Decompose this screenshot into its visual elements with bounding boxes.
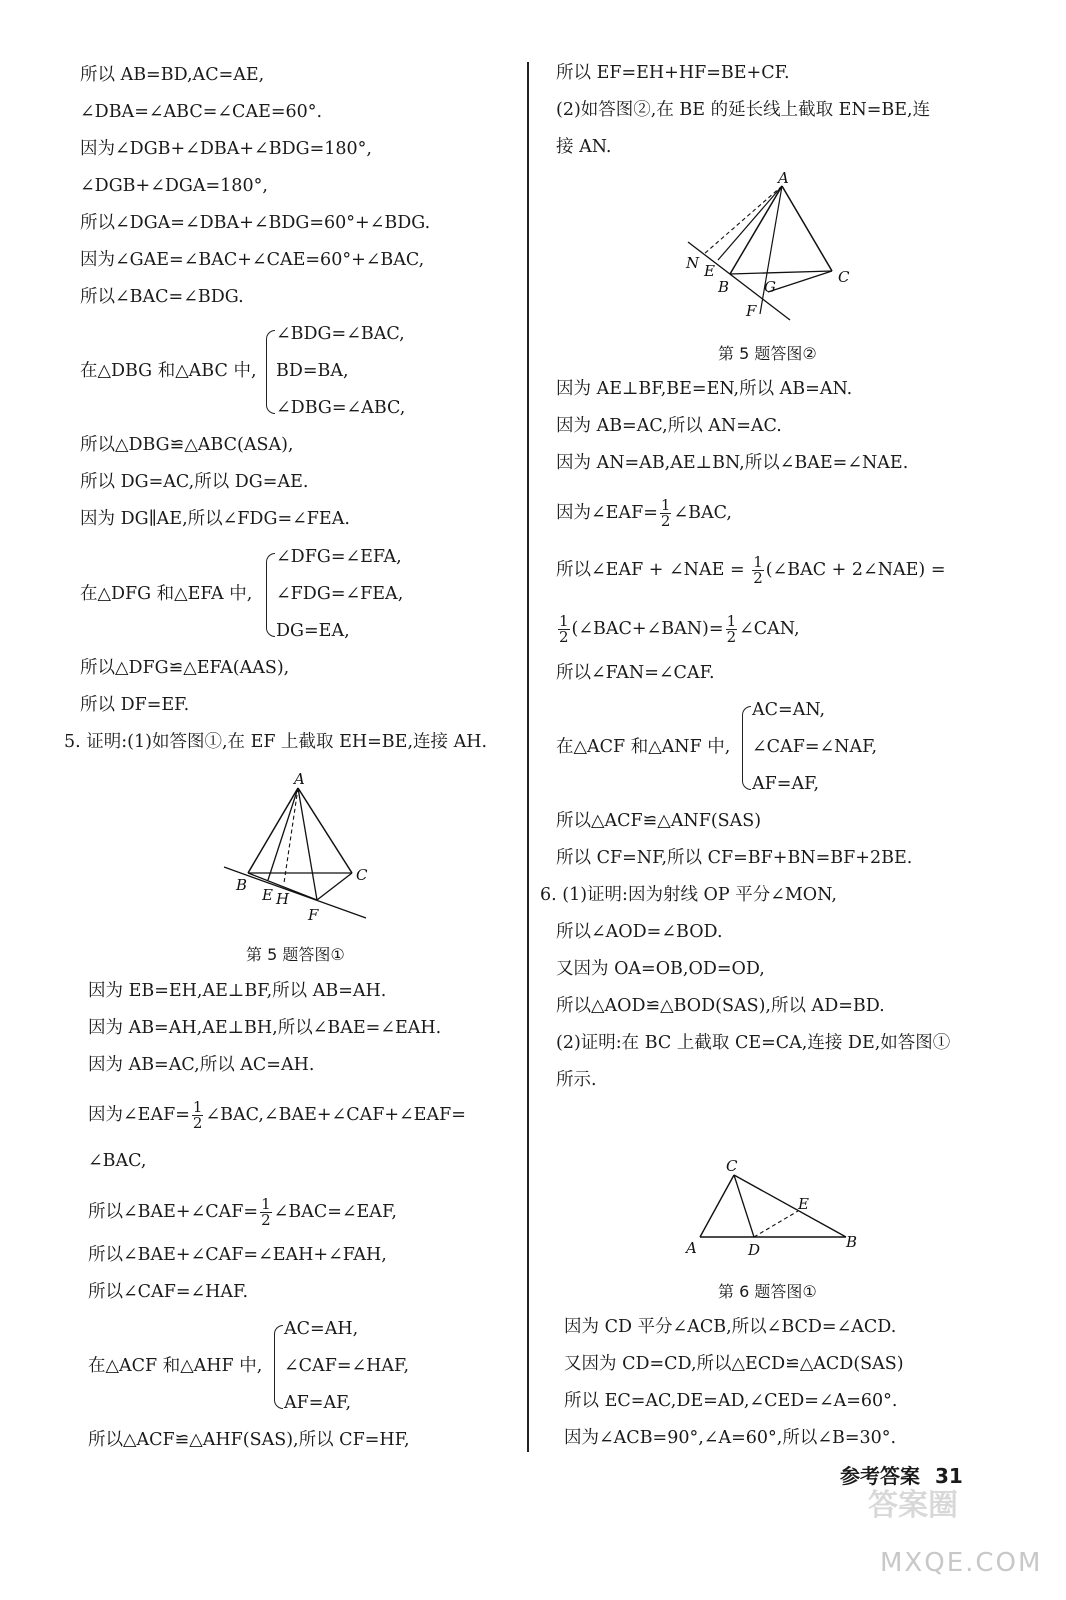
text-line: 所以 AB=BD,AC=AE, — [80, 65, 265, 85]
text-line: 接 AN. — [556, 137, 612, 157]
footer-label: 参考答案 — [840, 1464, 920, 1488]
text-line: 所以△DFG≌△EFA(AAS), — [80, 658, 290, 678]
system-prefix: 在△ACF 和△AHF 中, — [88, 1356, 263, 1376]
point-label: A — [294, 770, 305, 788]
text-line: 所以∠DGA=∠DBA+∠BDG=60°+∠BDG. — [80, 213, 431, 233]
system-item: ∠CAF=∠HAF, — [284, 1356, 410, 1376]
point-label: B — [236, 876, 248, 894]
text-line: 所以∠CAF=∠HAF. — [88, 1282, 249, 1302]
system-item: AC=AH, — [284, 1319, 359, 1339]
text-line: ∠BAC, — [88, 1151, 147, 1171]
point-label: N — [686, 254, 700, 272]
text-line: 因为 AE⊥BF,BE=EN,所以 AB=AN. — [556, 379, 853, 399]
system-item: BD=BA, — [276, 361, 349, 381]
text-line: 因为 AB=AH,AE⊥BH,所以∠BAE=∠EAH. — [88, 1018, 442, 1038]
point-label: F — [308, 906, 319, 924]
figure-6-1 — [680, 1155, 860, 1265]
figure-caption: 第 5 题答图② — [718, 344, 817, 363]
figure-5-2 — [680, 168, 860, 328]
text-line: (2)如答图②,在 BE 的延长线上截取 EN=BE,连 — [556, 100, 931, 120]
fraction: $\frac{1}{2}$ — [726, 612, 737, 646]
brace — [742, 706, 751, 790]
text-line: 因为∠EAF= $\frac{1}{2}$ ∠BAC,∠BAE+∠CAF+∠EAF= — [88, 1098, 466, 1132]
text-line: 因为 AB=AC,所以 AN=AC. — [556, 416, 782, 436]
text-line: 所以∠BAE+∠CAF= $\frac{1}{2}$ ∠BAC=∠EAF, — [88, 1195, 397, 1229]
point-label: G — [764, 278, 776, 296]
system-item: DG=EA, — [276, 621, 350, 641]
figure-caption: 第 6 题答图① — [718, 1282, 817, 1301]
text-line: 所以 EF=EH+HF=BE+CF. — [556, 63, 790, 83]
text-line: $\frac{1}{2}$ (∠BAC+∠BAN)= $\frac{1}{2}$ ∠CAN, — [559, 612, 800, 646]
point-label: C — [726, 1157, 738, 1175]
page-number: 31 — [934, 1464, 963, 1488]
question-6: 6. (1)证明:因为射线 OP 平分∠MON, — [540, 885, 837, 905]
text-line: 所示. — [556, 1070, 597, 1090]
point-label: A — [778, 169, 789, 187]
system-item: ∠BDG=∠BAC, — [276, 324, 405, 344]
text-line: ∠DGB+∠DGA=180°, — [80, 176, 268, 196]
system-item: ∠DBG=∠ABC, — [276, 398, 406, 418]
brace — [266, 553, 275, 637]
text-line: 所以△ACF≌△ANF(SAS) — [556, 811, 762, 831]
fraction: $\frac{1}{2}$ — [261, 1195, 271, 1229]
point-label: E — [798, 1195, 809, 1213]
system-item: ∠FDG=∠FEA, — [276, 584, 404, 604]
point-label: F — [746, 302, 757, 320]
text-line: 所以△ACF≌△AHF(SAS),所以 CF=HF, — [88, 1430, 410, 1450]
watermark-logo: 答案圈 — [868, 1488, 958, 1523]
system-item: ∠CAF=∠NAF, — [752, 737, 878, 757]
text-line: 因为 AB=AC,所以 AC=AH. — [88, 1055, 315, 1075]
system-item: AF=AF, — [752, 774, 820, 794]
point-label: C — [356, 866, 368, 884]
watermark-url: MXQE.COM — [880, 1548, 1043, 1578]
figure-caption: 第 5 题答图① — [246, 945, 345, 964]
fraction: $\frac{1}{2}$ — [660, 496, 671, 530]
text-line: 所以 EC=AC,DE=AD,∠CED=∠A=60°. — [564, 1391, 898, 1411]
point-label: D — [748, 1241, 761, 1259]
system-prefix: 在△ACF 和△ANF 中, — [556, 737, 731, 757]
text-line: 所以 CF=NF,所以 CF=BF+BN=BF+2BE. — [556, 848, 913, 868]
text-line: 所以 DF=EF. — [80, 695, 190, 715]
text-line: 因为 CD 平分∠ACB,所以∠BCD=∠ACD. — [564, 1317, 897, 1337]
system-item: ∠DFG=∠EFA, — [276, 547, 402, 567]
text-line: 所以∠AOD=∠BOD. — [556, 922, 723, 942]
system-item: AF=AF, — [284, 1393, 352, 1413]
text-line: 所以∠BAE+∠CAF=∠EAH+∠FAH, — [88, 1245, 387, 1265]
system-prefix: 在△DFG 和△EFA 中, — [80, 584, 253, 604]
text-line: 因为∠ACB=90°,∠A=60°,所以∠B=30°. — [564, 1428, 897, 1448]
text-line: (2)证明:在 BC 上截取 CE=CA,连接 DE,如答图① — [556, 1033, 951, 1053]
text-line: 所以∠FAN=∠CAF. — [556, 663, 715, 683]
column-divider — [527, 62, 529, 1452]
text-line: 因为∠GAE=∠BAC+∠CAE=60°+∠BAC, — [80, 250, 425, 270]
fraction: $\frac{1}{2}$ — [753, 553, 763, 587]
text-line: 所以△AOD≌△BOD(SAS),所以 AD=BD. — [556, 996, 885, 1016]
system-item: AC=AN, — [752, 700, 826, 720]
fraction: $\frac{1}{2}$ — [559, 612, 569, 646]
text-line: 所以△DBG≌△ABC(ASA), — [80, 435, 294, 455]
text-line: 因为 AN=AB,AE⊥BN,所以∠BAE=∠NAE. — [556, 453, 909, 473]
system-prefix: 在△DBG 和△ABC 中, — [80, 361, 257, 381]
point-label: C — [838, 268, 850, 286]
question-5: 5. 证明:(1)如答图①,在 EF 上截取 EH=BE,连接 AH. — [64, 732, 488, 752]
text-line: 因为∠DGB+∠DBA+∠BDG=180°, — [80, 139, 372, 159]
point-label: B — [718, 278, 730, 296]
text-line: ∠DBA=∠ABC=∠CAE=60°. — [80, 102, 323, 122]
point-label: E — [262, 886, 273, 904]
text-line: 所以∠BAC=∠BDG. — [80, 287, 244, 307]
text-line: 又因为 OA=OB,OD=OD, — [556, 959, 765, 979]
brace — [274, 1325, 283, 1409]
text-line: 因为 DG∥AE,所以∠FDG=∠FEA. — [80, 509, 350, 529]
brace — [266, 330, 275, 414]
fraction: $\frac{1}{2}$ — [192, 1098, 203, 1132]
text-line: 所以∠EAF + ∠NAE = $\frac{1}{2}$ (∠BAC + 2∠NAE) = — [556, 553, 946, 587]
point-label: B — [846, 1233, 858, 1251]
text-line: 因为 EB=EH,AE⊥BF,所以 AB=AH. — [88, 981, 387, 1001]
point-label: A — [686, 1239, 697, 1257]
text-line: 因为∠EAF= $\frac{1}{2}$ ∠BAC, — [556, 496, 732, 530]
text-line: 又因为 CD=CD,所以△ECD≌△ACD(SAS) — [564, 1354, 904, 1374]
text-line: 所以 DG=AC,所以 DG=AE. — [80, 472, 309, 492]
point-label: E — [704, 262, 715, 280]
figure-5-1 — [220, 768, 380, 928]
point-label: H — [276, 890, 290, 908]
